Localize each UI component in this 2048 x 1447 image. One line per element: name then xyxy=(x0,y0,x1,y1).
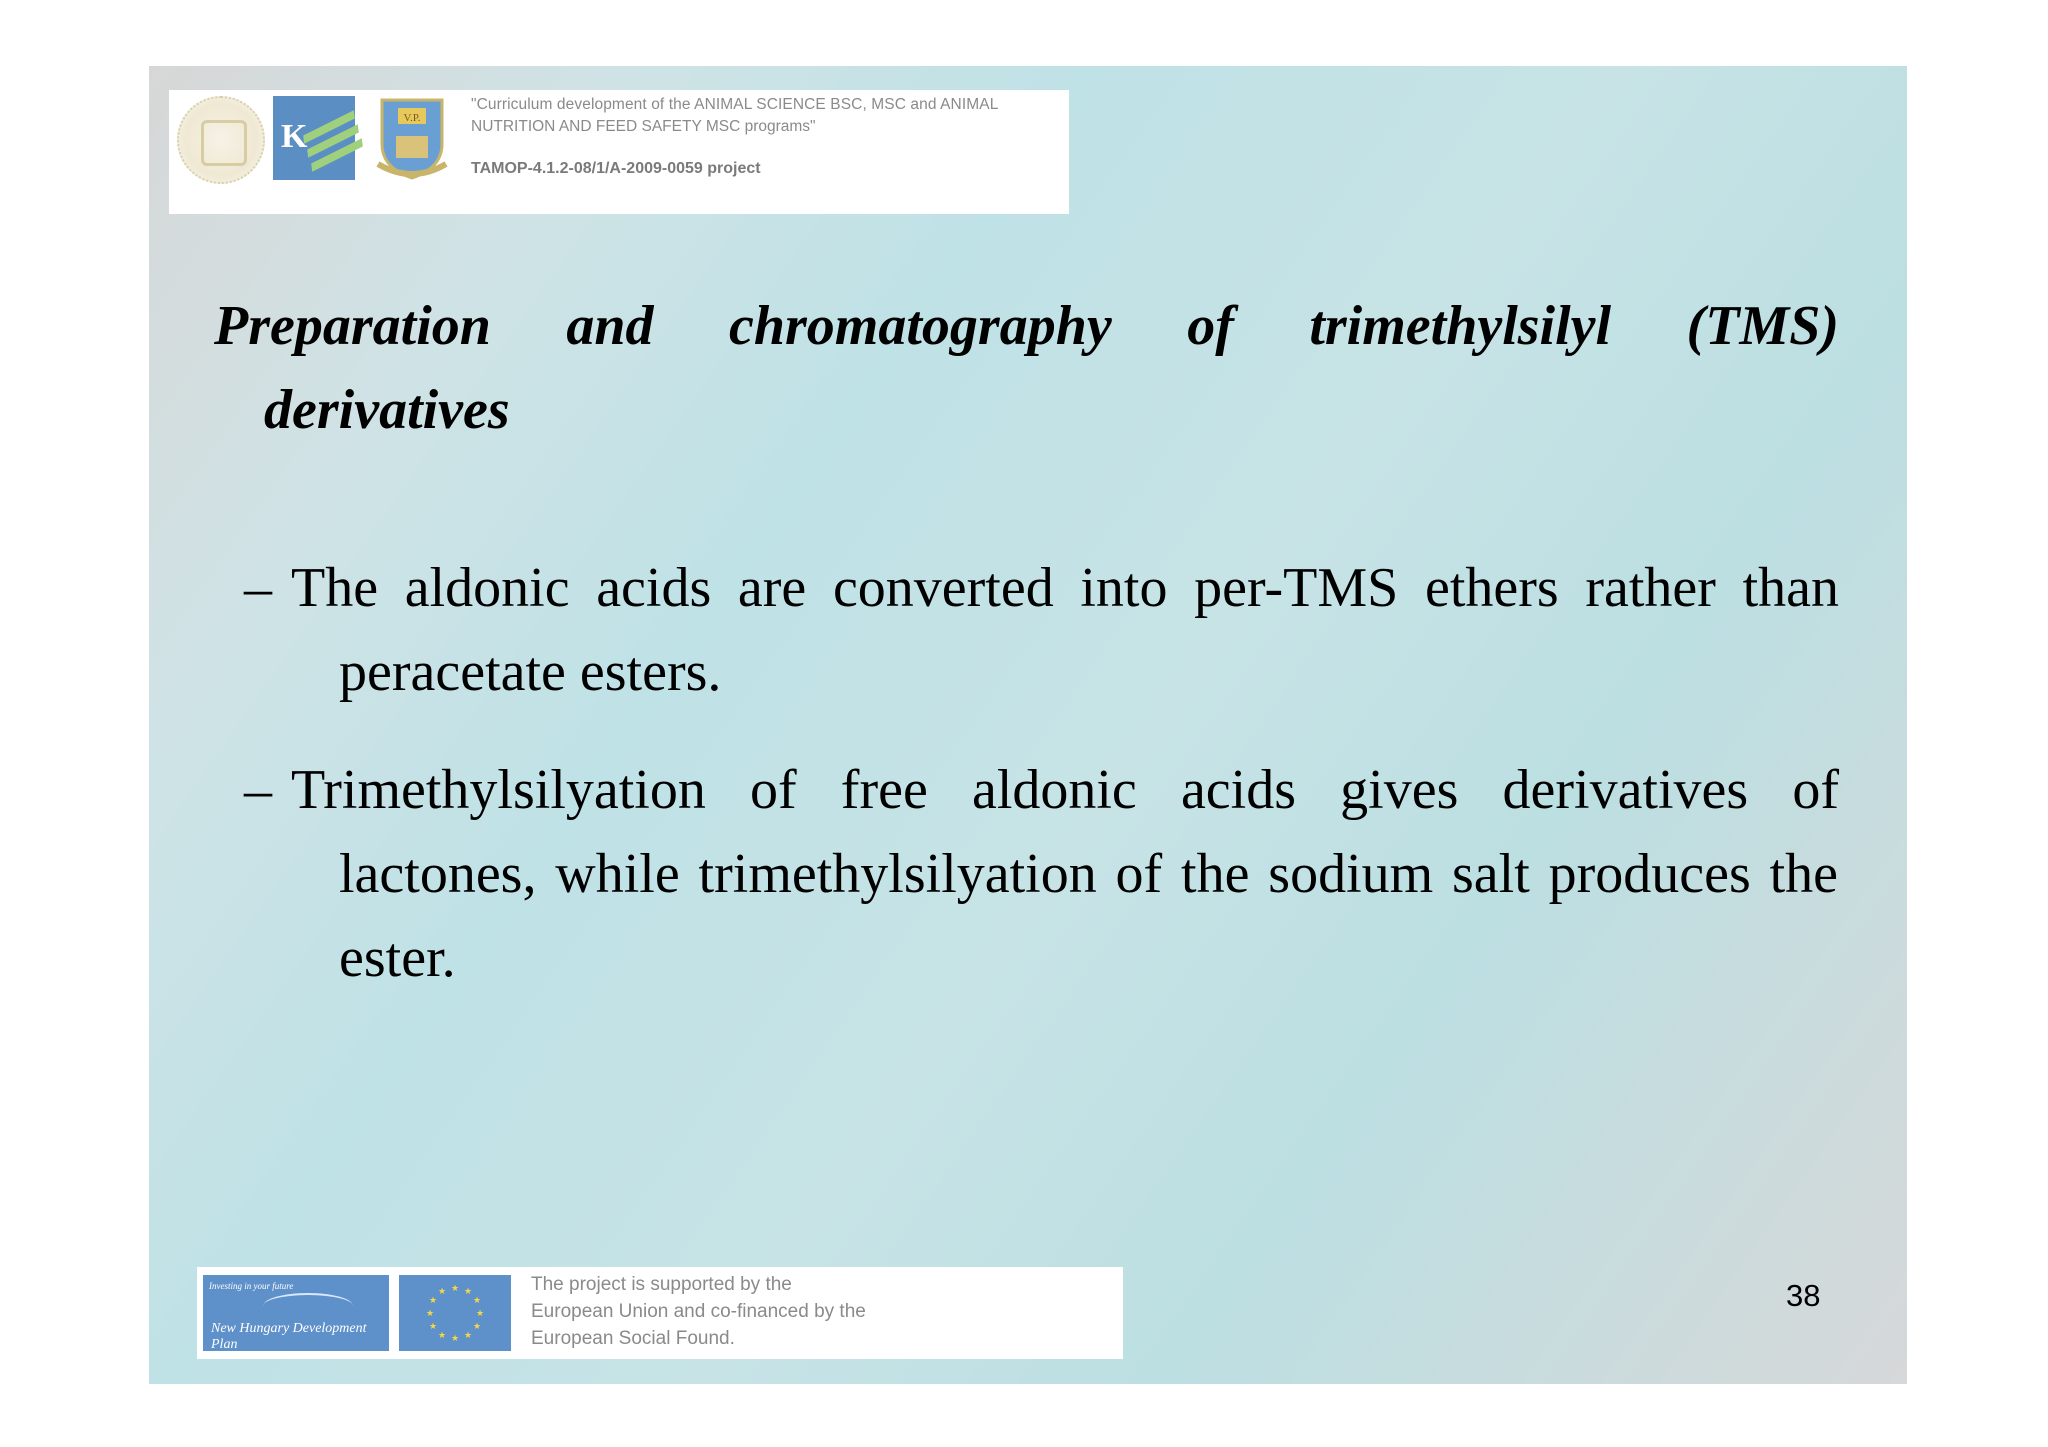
bullet-continuation: lactones, while trimethylsilyation of the sodium salt produces the ester. xyxy=(339,843,1838,989)
svg-text:★: ★ xyxy=(437,1331,447,1341)
title-word: and xyxy=(566,295,654,357)
bullet-first-line: The aldonic acids are converted into per-TMS ethers rather than xyxy=(291,557,1839,619)
svg-text:★: ★ xyxy=(425,1309,435,1319)
title-word: of xyxy=(1187,295,1234,357)
svg-text:★: ★ xyxy=(472,1296,482,1306)
bullet-dash: – xyxy=(244,557,272,619)
header-banner xyxy=(169,90,1069,214)
footer-banner xyxy=(197,1267,1123,1359)
shield-letters: V.P. xyxy=(403,112,421,124)
k-logo xyxy=(273,96,355,180)
bullet-text xyxy=(244,546,1839,714)
bullet-item xyxy=(244,546,1839,714)
svg-text:★: ★ xyxy=(450,1334,460,1344)
curriculum-text xyxy=(471,94,1061,180)
bullet-continuation: peracetate esters. xyxy=(339,641,722,703)
svg-text:★: ★ xyxy=(428,1322,438,1332)
svg-text:★: ★ xyxy=(472,1322,482,1332)
support-line-1: The project is supported by the xyxy=(531,1274,792,1295)
bullet-list xyxy=(244,546,1839,1034)
bullet-dash: – xyxy=(244,759,272,821)
svg-text:★: ★ xyxy=(437,1287,447,1297)
support-line-2: European Union and co-financed by the xyxy=(531,1301,866,1322)
curriculum-line-2: NUTRITION AND FEED SAFETY MSC programs" xyxy=(471,118,816,135)
bullet-text xyxy=(244,748,1839,1000)
title-word: chromatography xyxy=(729,295,1112,357)
support-text xyxy=(531,1271,1091,1352)
k-logo-letter: K xyxy=(281,118,308,155)
project-code: TAMOP-4.1.2-08/1/A-2009-0059 project xyxy=(471,160,761,177)
eu-flag-icon xyxy=(399,1275,511,1351)
shield-crest-logo xyxy=(374,94,450,182)
svg-text:★: ★ xyxy=(475,1309,485,1319)
nhdp-tagline: Investing in your future xyxy=(209,1281,294,1291)
bullet-first-line: Trimethylsilyation of free aldonic acids gives derivatives of xyxy=(291,759,1839,821)
title-line-1 xyxy=(214,284,1839,368)
svg-text:★: ★ xyxy=(463,1287,473,1297)
title-word: (TMS) xyxy=(1686,295,1839,357)
svg-text:★: ★ xyxy=(450,1284,460,1294)
title-word: trimethylsilyl xyxy=(1309,295,1612,357)
title-line-2: derivatives xyxy=(264,379,510,441)
new-hungary-development-plan-logo xyxy=(203,1275,389,1351)
svg-text:★: ★ xyxy=(428,1296,438,1306)
slide xyxy=(149,66,1907,1384)
nhdp-name: New Hungary Development Plan xyxy=(211,1321,367,1352)
support-line-3: European Social Found. xyxy=(531,1328,735,1349)
curriculum-line-1: "Curriculum development of the ANIMAL SCIENCE BSC, MSC and ANIMAL xyxy=(471,96,999,113)
bullet-item xyxy=(244,748,1839,1000)
svg-text:★: ★ xyxy=(463,1331,473,1341)
title-word: Preparation xyxy=(214,295,491,357)
university-seal-logo xyxy=(177,96,265,184)
page-number: 38 xyxy=(1786,1278,1821,1313)
slide-title xyxy=(214,284,1839,452)
